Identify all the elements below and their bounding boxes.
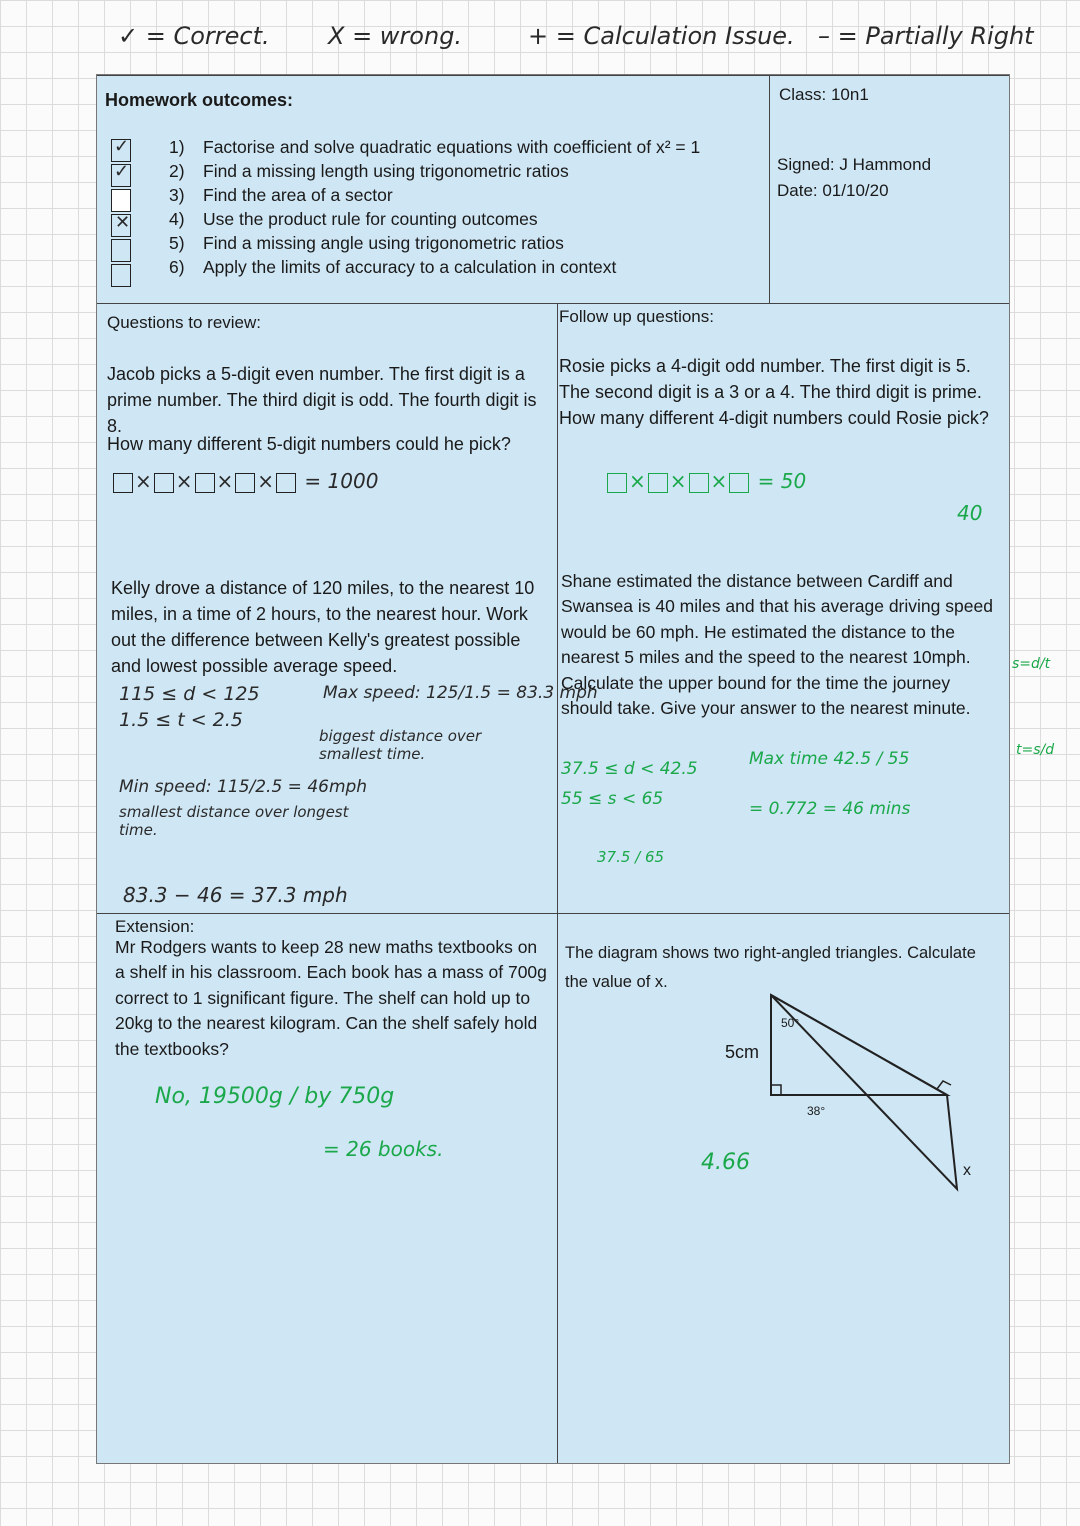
mark-correct-1[interactable]: ✓ bbox=[111, 139, 131, 162]
legend-partial: – = Partially Right bbox=[818, 22, 1034, 50]
q2-working: × × × = 50 bbox=[605, 467, 806, 496]
signed-label: Signed: J Hammond bbox=[777, 155, 932, 174]
review-heading: Questions to review: bbox=[107, 313, 262, 332]
outcome-list bbox=[169, 135, 700, 279]
angle-50: 50° bbox=[781, 1016, 800, 1030]
q6-answer: 4.66 bbox=[701, 1150, 750, 1175]
worksheet bbox=[96, 74, 1010, 1464]
mark-blank-3[interactable] bbox=[111, 189, 131, 212]
outcome-item: 5) Find a missing angle using trigonometric ratios bbox=[169, 233, 564, 253]
outcome-item: 6) Apply the limits of accuracy to a calculation in context bbox=[169, 257, 617, 277]
x-label: x bbox=[963, 1162, 971, 1179]
margin-note-2: t=s/d bbox=[1016, 742, 1055, 758]
outcome-item: 1) Factorise and solve quadratic equations with coefficient of x² = 1 bbox=[169, 137, 701, 157]
q4-work-1: 37.5 ≤ d < 42.5 bbox=[561, 759, 698, 779]
angle-38: 38° bbox=[807, 1104, 826, 1118]
q3-work-1: 115 ≤ d < 125 bbox=[119, 683, 260, 705]
legend-correct: ✓ = Correct. bbox=[118, 22, 270, 50]
legend-wrong: X = wrong. bbox=[328, 22, 463, 50]
outcome-item: 3) Find the area of a sector bbox=[169, 185, 393, 205]
legend-calc: + = Calculation Issue. bbox=[528, 22, 795, 50]
followup-heading: Follow up questions: bbox=[559, 307, 714, 326]
q4-work-4: = 0.772 = 46 mins bbox=[749, 799, 911, 819]
q5-answer-2: = 26 books. bbox=[323, 1137, 444, 1161]
q3-text: Kelly drove a distance of 120 miles, to the nearest 10 miles, in a time of 2 hours, to the nearest hour. Work out the difference between Kelly's greatest possible and lowest possible average speed. bbox=[111, 578, 535, 677]
mark-blank-6[interactable] bbox=[111, 264, 131, 287]
outcomes-title: Homework outcomes: bbox=[105, 90, 294, 110]
q1-answer: × × × × = 1000 bbox=[111, 467, 378, 496]
q3-work-4: biggest distance over smallest time. bbox=[319, 727, 482, 763]
q5-text: Mr Rodgers wants to keep 28 new maths textbooks on a shelf in his classroom. Each book has a mass of 700g correct to 1 significant figure. The shelf can hold up to 20kg to the nearest kilogram. Can the shelf safely hold the textbooks? bbox=[115, 937, 547, 1059]
outcome-marks bbox=[111, 136, 133, 289]
outcome-item: 2) Find a missing length using trigonometric ratios bbox=[169, 161, 569, 181]
q6-text: The diagram shows two right-angled triangles. Calculate the value of x. bbox=[565, 944, 976, 991]
q3-work-6: smallest distance over longest time. bbox=[119, 803, 349, 839]
q2-correction: 40 bbox=[957, 501, 983, 525]
margin-note-1: s=d/t bbox=[1012, 656, 1051, 672]
q3-work-2: 1.5 ≤ t < 2.5 bbox=[119, 709, 243, 731]
marking-legend bbox=[118, 22, 1038, 62]
q4-work-5: 37.5 / 65 bbox=[597, 848, 665, 866]
q4-work-3: Max time 42.5 / 55 bbox=[749, 749, 910, 769]
mark-correct-2[interactable]: ✓ bbox=[111, 164, 131, 187]
q3-work-7: 83.3 − 46 = 37.3 mph bbox=[123, 883, 348, 907]
q3-work-3: Max speed: 125/1.5 = 83.3 mph bbox=[323, 683, 598, 703]
outcome-item: 4) Use the product rule for counting outcomes bbox=[169, 209, 538, 229]
q4-work-2: 55 ≤ s < 65 bbox=[561, 789, 664, 809]
q4-text: Shane estimated the distance between Cardiff and Swansea is 40 miles and that his average driving speed would be 60 mph. He estimated the distance to the nearest 5 miles and the speed to the nearest 10mph. Calculate the upper bound for the time the journey should take. Give your answer to the nearest minute. bbox=[561, 571, 993, 718]
class-label: Class: 10n1 bbox=[779, 85, 869, 104]
side-5cm: 5cm bbox=[725, 1042, 760, 1062]
q3-work-5: Min speed: 115/2.5 = 46mph bbox=[119, 777, 368, 797]
q1-ask: How many different 5-digit numbers could he pick? bbox=[107, 434, 511, 454]
mark-wrong-4[interactable]: ✕ bbox=[111, 214, 131, 237]
date-label: Date: 01/10/20 bbox=[777, 181, 889, 200]
q2-text: Rosie picks a 4-digit odd number. The first digit is 5. The second digit is a 3 or a 4. The third digit is prime. How many different 4-digit numbers could Rosie pick? bbox=[559, 356, 989, 429]
mark-blank-5[interactable] bbox=[111, 239, 131, 262]
extension-heading: Extension: bbox=[115, 917, 195, 936]
q5-answer-1: No, 19500g / by 750g bbox=[155, 1084, 395, 1109]
q1-text: Jacob picks a 5-digit even number. The first digit is a prime number. The third digit is odd. The fourth digit is 8. bbox=[107, 364, 537, 437]
